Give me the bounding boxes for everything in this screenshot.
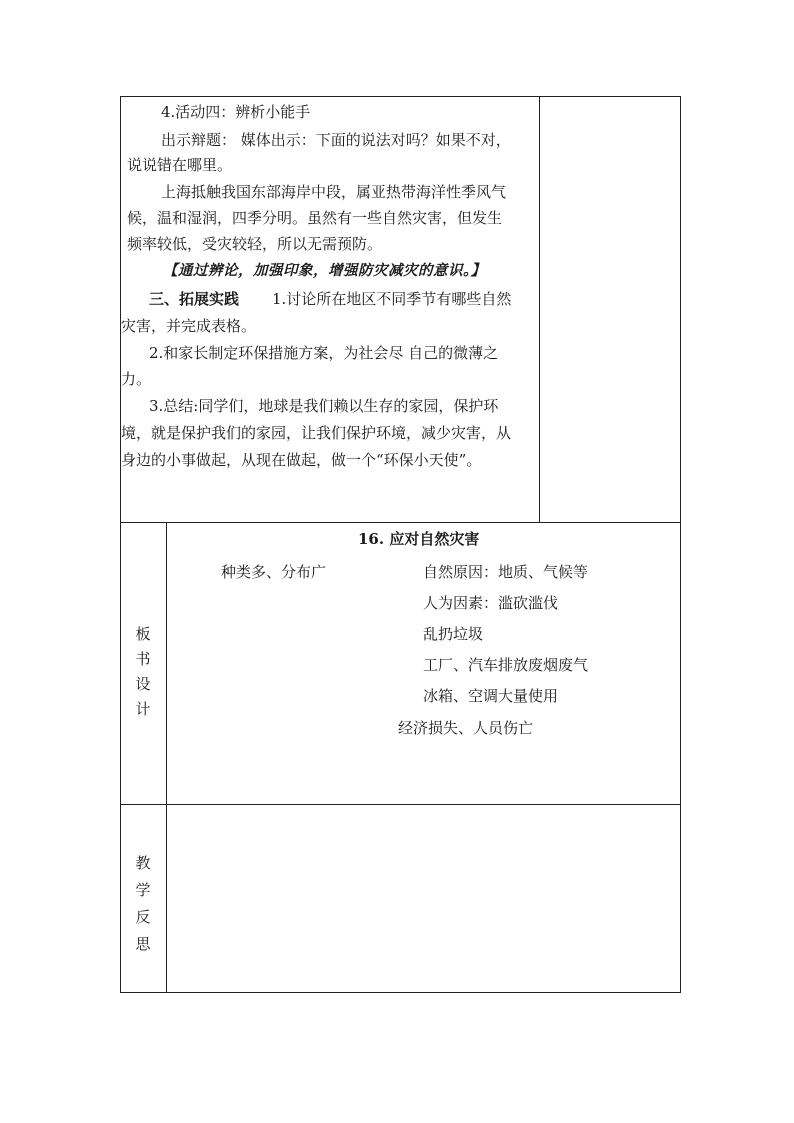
board-natural-causes: 自然原因：地质、气候等: [423, 563, 589, 581]
teaching-reflection-label-char: 反: [135, 908, 151, 926]
activity4-purpose-note: 【通过辨论，加强印象，增强防灾减灾的意识。】: [163, 262, 486, 279]
teaching-reflection-label-char: 教: [135, 854, 151, 872]
activity4-statement-line3: 频率较低，受灾较轻，所以无需预防。: [127, 235, 383, 253]
table-border-left: [120, 96, 121, 993]
table-border-bottom: [120, 992, 681, 993]
board-design-label-char: 书: [135, 650, 151, 668]
board-design-label-char: 板: [135, 625, 151, 643]
table-divider-right-column: [539, 96, 540, 523]
section3-item1-line1: 1.讨论所在地区不同季节有哪些自然: [272, 290, 512, 308]
board-human-item: 冰箱、空调大量使用: [423, 687, 559, 705]
board-human-item: 乱扔垃圾: [423, 625, 484, 643]
board-human-factors: 人为因素：滥砍滥伐: [423, 594, 559, 612]
table-border-top: [120, 96, 681, 97]
section3-item1-line2: 灾害，并完成表格。: [121, 317, 257, 335]
teaching-reflection-label-char: 学: [135, 881, 151, 899]
teaching-reflection-label: [133, 850, 153, 958]
board-design-label: [133, 622, 153, 722]
activity4-prompt-line2: 说说错在哪里。: [127, 156, 233, 174]
section3-item2-line1: 2.和家长制定环保措施方案，为社会尽 自己的微薄之: [149, 344, 499, 362]
table-border-right: [680, 96, 681, 993]
section3-item2-line2: 力。: [121, 370, 152, 388]
board-consequences: 经济损失、人员伤亡: [398, 719, 534, 737]
table-divider-label-column: [166, 522, 167, 993]
board-design-label-char: 设: [135, 675, 151, 693]
section3-item3-line2: 境，就是保护我们的家园，让我们保护环境，减少灾害，从: [121, 424, 512, 442]
activity4-prompt-line1: 出示辩题： 媒体出示：下面的说法对吗？如果不对，: [161, 131, 511, 149]
activity4-statement-line1: 上海抵触我国东部海岸中段，属亚热带海洋性季风气: [161, 183, 507, 201]
section3-item3-line3: 身边的小事做起，从现在做起，做一个“环保小天使”。: [121, 451, 482, 469]
section3-item3-line1: 3.总结:同学们，地球是我们赖以生存的家园，保护环: [149, 397, 499, 415]
activity4-title: 4.活动四：辨析小能手: [161, 103, 311, 121]
board-left-point: 种类多、分布广: [221, 563, 327, 581]
activity4-statement-line2: 候，温和湿润，四季分明。虽然有一些自然灾害，但发生: [127, 209, 503, 227]
board-title: 16. 应对自然灾害: [358, 530, 480, 548]
board-design-label-char: 计: [135, 700, 151, 718]
table-divider-row2: [120, 804, 681, 805]
table-divider-row1: [120, 522, 681, 523]
teaching-reflection-label-char: 思: [135, 935, 151, 953]
board-human-item: 工厂、汽车排放废烟废气: [423, 656, 589, 674]
section3-heading: 三、拓展实践: [149, 290, 240, 308]
